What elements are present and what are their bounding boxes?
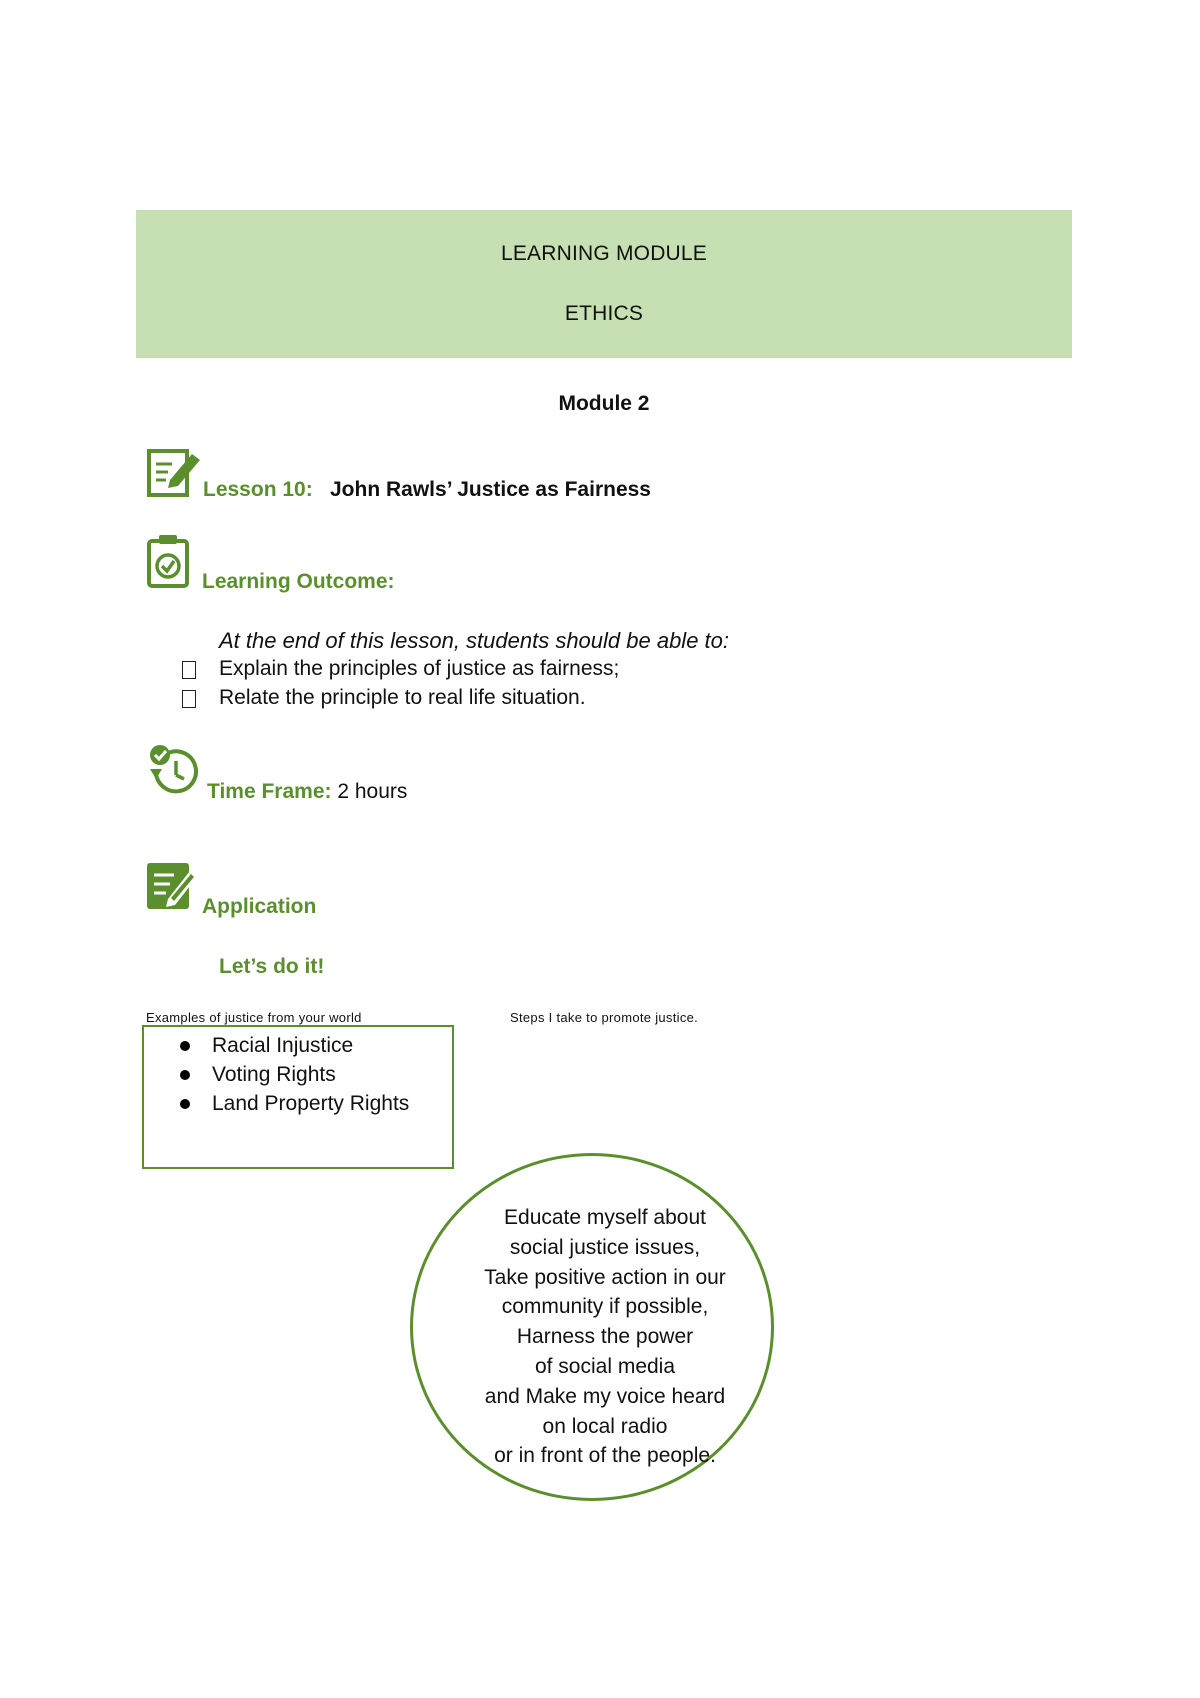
steps-line: community if possible,: [501, 1295, 709, 1319]
steps-line: social justice issues,: [509, 1235, 701, 1259]
outcome-intro: At the end of this lesson, students should be able to:: [219, 628, 730, 653]
application-heading: Application: [202, 895, 317, 918]
outcome-item: Explain the principles of justice as fairness;: [219, 657, 620, 680]
steps-text: [420, 1203, 790, 1471]
clock-check-icon: [146, 743, 204, 801]
time-frame-value: 2 hours: [337, 780, 408, 803]
steps-line: of social media: [534, 1354, 676, 1378]
steps-line: and Make my voice heard: [484, 1384, 726, 1408]
lesson-title: John Rawls’ Justice as Fairness: [330, 478, 651, 501]
bullet-icon: [180, 1070, 190, 1080]
learning-outcome-heading: Learning Outcome:: [202, 570, 395, 593]
time-frame: [207, 780, 407, 804]
clipboard-check-icon: [146, 533, 190, 589]
time-frame-label: Time Frame:: [207, 780, 332, 803]
module-banner: [136, 210, 1072, 358]
list-item: [178, 1060, 409, 1089]
checkbox-glyph-icon: [182, 690, 196, 708]
list-item: [178, 1031, 409, 1060]
example-item: Racial Injustice: [212, 1034, 354, 1057]
document-edit-icon: [146, 446, 204, 500]
checklist-pencil-icon: [146, 861, 198, 911]
steps-line: on local radio: [542, 1414, 668, 1438]
steps-line: Educate myself about: [504, 1206, 706, 1229]
examples-caption: Examples of justice from your world: [146, 1010, 362, 1025]
steps-caption: Steps I take to promote justice.: [510, 1010, 699, 1025]
examples-box: [142, 1025, 454, 1169]
banner-title: LEARNING MODULE: [500, 242, 708, 265]
outcome-item: Relate the principle to real life situation.: [219, 686, 586, 709]
lesson-label: Lesson 10:: [203, 478, 313, 501]
banner-subject: ETHICS: [564, 302, 644, 325]
list-item: [178, 1089, 409, 1118]
examples-list: [178, 1031, 409, 1118]
example-item: Voting Rights: [212, 1063, 336, 1086]
checkbox-glyph-icon: [182, 661, 196, 679]
bullet-icon: [180, 1099, 190, 1109]
steps-line: or in front of the people.: [494, 1444, 716, 1468]
steps-line: Harness the power: [516, 1325, 694, 1349]
application-subheading: Let’s do it!: [219, 955, 325, 978]
bullet-icon: [180, 1041, 190, 1051]
steps-line: Take positive action in our: [484, 1265, 726, 1289]
example-item: Land Property Rights: [212, 1092, 410, 1115]
module-label: Module 2: [558, 392, 650, 415]
